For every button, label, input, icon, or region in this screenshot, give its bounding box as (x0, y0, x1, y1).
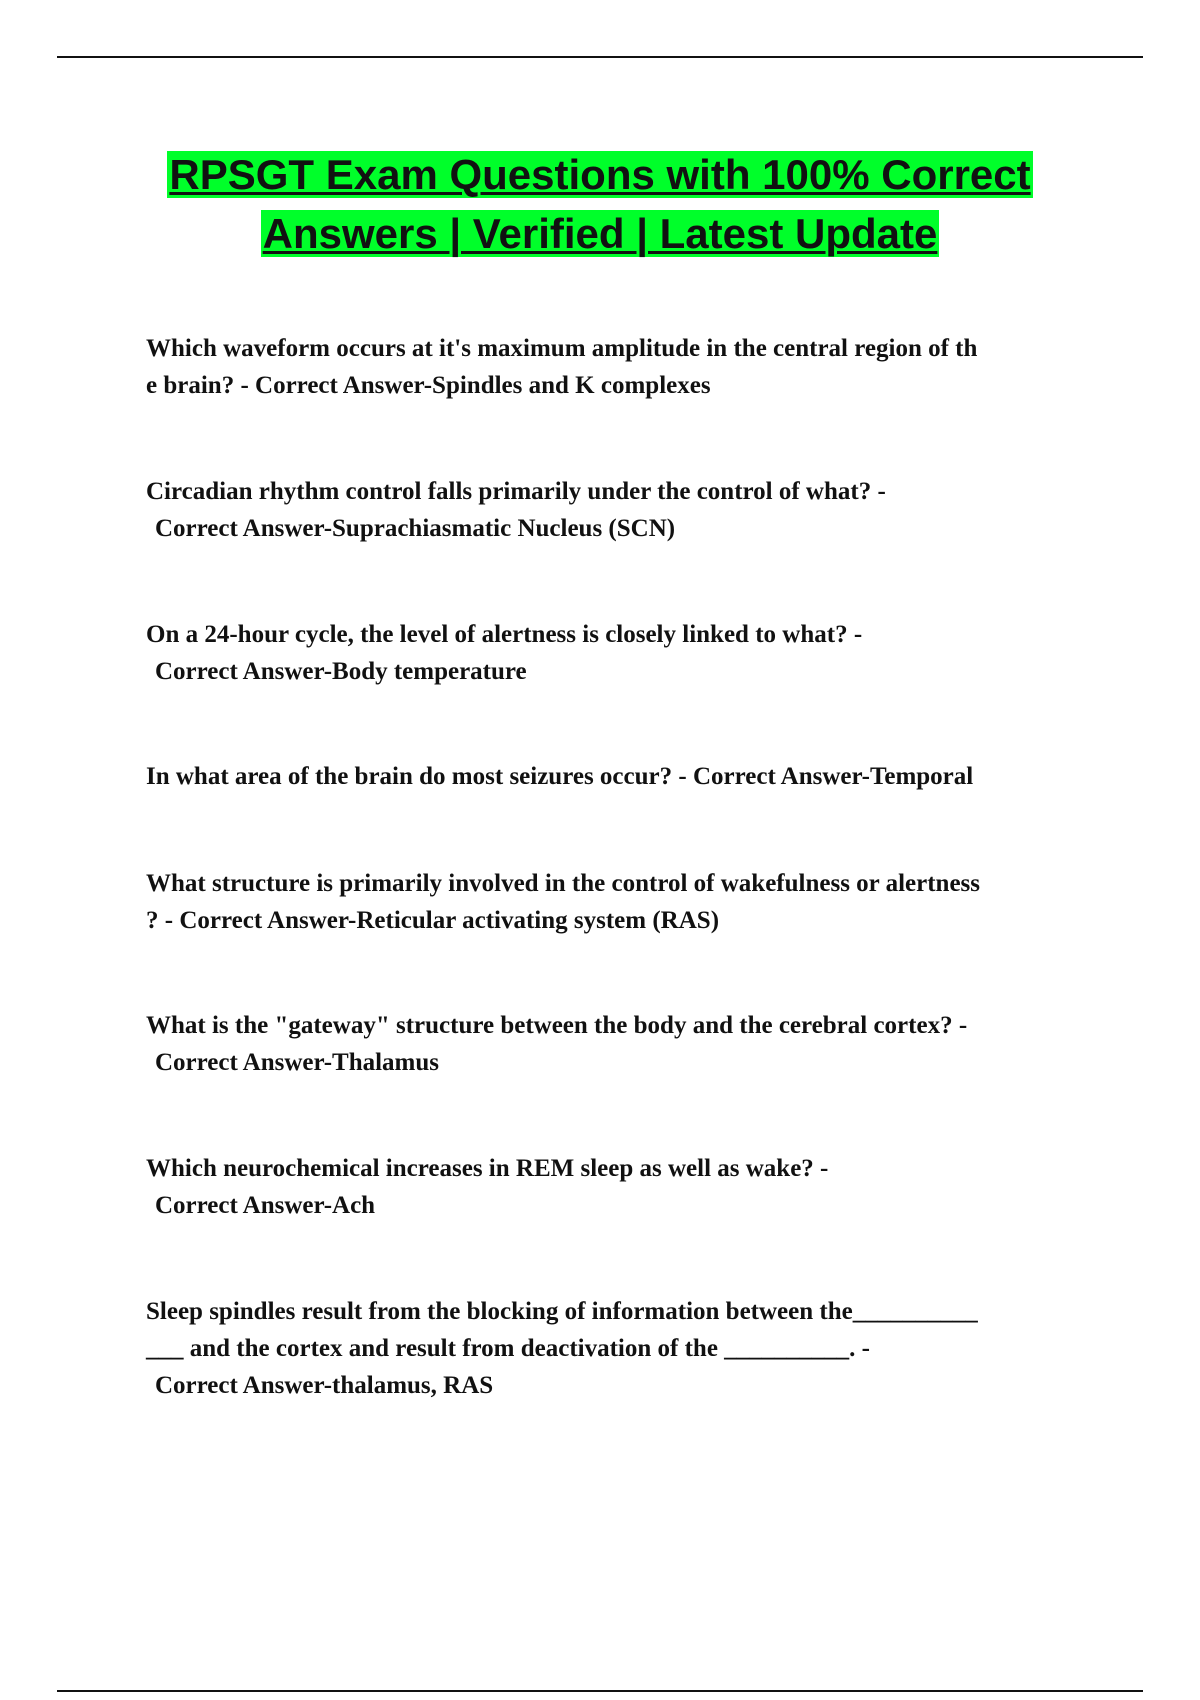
top-rule (57, 56, 1143, 58)
qa-item-7 (146, 1150, 1096, 1224)
question-text: What structure is primarily involved in the control of wakefulness or alertness (146, 870, 980, 897)
question-text-cont: ___ and the cortex and result from deactivation of the __________. - (146, 1335, 871, 1362)
qa-item-8 (146, 1293, 1096, 1404)
question-text: Which neurochemical increases in REM sleep as well as wake? - (146, 1155, 829, 1182)
answer-text: Correct Answer-Thalamus (155, 1049, 439, 1076)
answer-text: Correct Answer-Spindles and K complexes (255, 372, 711, 399)
question-text-cont: ? - (146, 907, 180, 934)
question-text: Which waveform occurs at it's maximum amplitude in the central region of th (146, 335, 978, 362)
answer-text: Correct Answer-Temporal (692, 763, 974, 790)
qa-item-6 (146, 1007, 1096, 1081)
answer-text: Correct Answer-Ach (155, 1192, 376, 1219)
bottom-rule (57, 1690, 1143, 1692)
answer-text: Correct Answer-Suprachiasmatic Nucleus (SCN) (155, 515, 676, 542)
qa-item-5 (146, 865, 1096, 939)
title-line-2: Answers | Verified | Latest Update (262, 210, 938, 257)
title-line-1: RPSGT Exam Questions with 100% Correct (169, 151, 1031, 198)
answer-text: Correct Answer-Body temperature (155, 658, 527, 685)
question-text: What is the "gateway" structure between the body and the cerebral cortex? - (146, 1012, 968, 1039)
qa-item-1 (146, 330, 1096, 404)
qa-item-4 (146, 758, 1096, 795)
question-text-cont: e brain? - (146, 372, 256, 399)
qa-item-2 (146, 473, 1096, 547)
qa-item-3 (146, 616, 1096, 690)
answer-text: Correct Answer-Reticular activating system (RAS) (179, 907, 720, 934)
answer-text: Correct Answer-thalamus, RAS (155, 1372, 494, 1399)
question-text: In what area of the brain do most seizures occur? - (146, 763, 693, 790)
document-title (80, 145, 1120, 263)
question-text: Circadian rhythm control falls primarily under the control of what? - (146, 478, 886, 505)
question-text: Sleep spindles result from the blocking of information between the__________ (146, 1298, 978, 1325)
question-text: On a 24-hour cycle, the level of alertness is closely linked to what? - (146, 621, 863, 648)
